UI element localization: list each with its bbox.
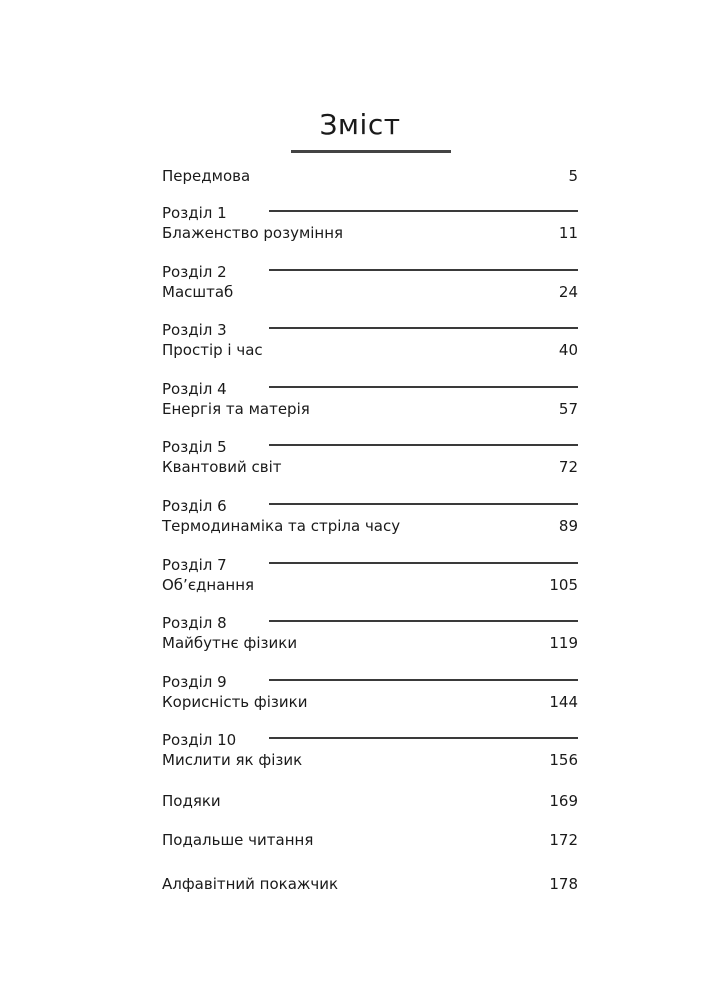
chapter-title: Простір і час: [162, 341, 263, 360]
chapter-entry[interactable]: [162, 495, 578, 545]
chapter-label: Розділ 2: [162, 262, 227, 281]
chapter-divider: [269, 737, 578, 739]
chapter-page: 72: [558, 458, 578, 477]
back-matter-entry[interactable]: [162, 829, 578, 851]
chapter-title: Термодинаміка та стріла часу: [162, 517, 401, 535]
chapter-entry[interactable]: [162, 202, 578, 252]
chapter-entry[interactable]: [162, 729, 578, 779]
chapter-divider: [269, 620, 578, 622]
chapter-divider: [269, 386, 578, 388]
chapter-label: Розділ 7: [162, 555, 227, 574]
heading-underline: [291, 150, 451, 153]
chapter-label: Розділ 6: [162, 497, 227, 515]
chapter-label: Розділ 1: [162, 204, 227, 222]
chapter-divider: [269, 269, 578, 271]
chapter-title: Блаженство розуміння: [162, 224, 344, 242]
chapter-entry[interactable]: [162, 319, 578, 369]
chapter-page: 40: [558, 341, 578, 360]
chapter-title: Корисність фізики: [162, 692, 308, 711]
back-matter-page: 169: [549, 792, 578, 810]
chapter-entry[interactable]: [162, 378, 578, 428]
chapter-entry[interactable]: [162, 554, 578, 604]
chapter-divider: [269, 444, 578, 446]
chapter-label: Розділ 10: [162, 731, 237, 750]
toc-heading: Зміст: [319, 108, 401, 141]
chapter-page: 57: [558, 399, 578, 418]
chapter-label: Розділ 8: [162, 614, 227, 633]
chapter-entry[interactable]: [162, 671, 578, 721]
chapter-title: Енергія та матерія: [162, 399, 310, 418]
chapter-label: Розділ 4: [162, 379, 227, 398]
chapter-page: 11: [558, 224, 578, 242]
chapter-title: Майбутнє фізики: [162, 634, 298, 653]
chapter-label: Розділ 5: [162, 438, 227, 457]
chapter-page: 105: [549, 575, 578, 594]
chapter-entry[interactable]: [162, 436, 578, 486]
chapter-entry[interactable]: [162, 261, 578, 311]
chapter-label: Розділ 3: [162, 321, 227, 340]
chapter-page: 89: [558, 517, 578, 535]
chapter-title: Об’єднання: [162, 575, 255, 594]
chapter-entry[interactable]: [162, 612, 578, 662]
chapter-divider: [269, 327, 578, 329]
chapter-page: 144: [549, 692, 578, 711]
back-matter-page: 178: [549, 875, 578, 893]
chapter-title: Масштаб: [162, 282, 234, 301]
back-matter-entry[interactable]: [162, 790, 578, 812]
preface-page: 5: [568, 167, 578, 185]
back-matter-title: Подальше читання: [162, 831, 314, 849]
chapter-page: 156: [549, 751, 578, 770]
preface-entry[interactable]: [162, 165, 578, 187]
chapter-page: 24: [558, 282, 578, 301]
chapter-divider: [269, 679, 578, 681]
chapter-page: 119: [549, 634, 578, 653]
preface-title: Передмова: [162, 167, 251, 185]
back-matter-page: 172: [549, 831, 578, 849]
chapter-title: Квантовий світ: [162, 458, 282, 477]
chapter-divider: [269, 503, 578, 505]
back-matter-entry[interactable]: [162, 873, 578, 895]
chapter-label: Розділ 9: [162, 672, 227, 691]
chapter-title: Мислити як фізик: [162, 751, 303, 770]
back-matter-title: Подяки: [162, 792, 221, 810]
chapter-divider: [269, 210, 578, 212]
chapter-divider: [269, 562, 578, 564]
back-matter-title: Алфавітний покажчик: [162, 875, 339, 893]
